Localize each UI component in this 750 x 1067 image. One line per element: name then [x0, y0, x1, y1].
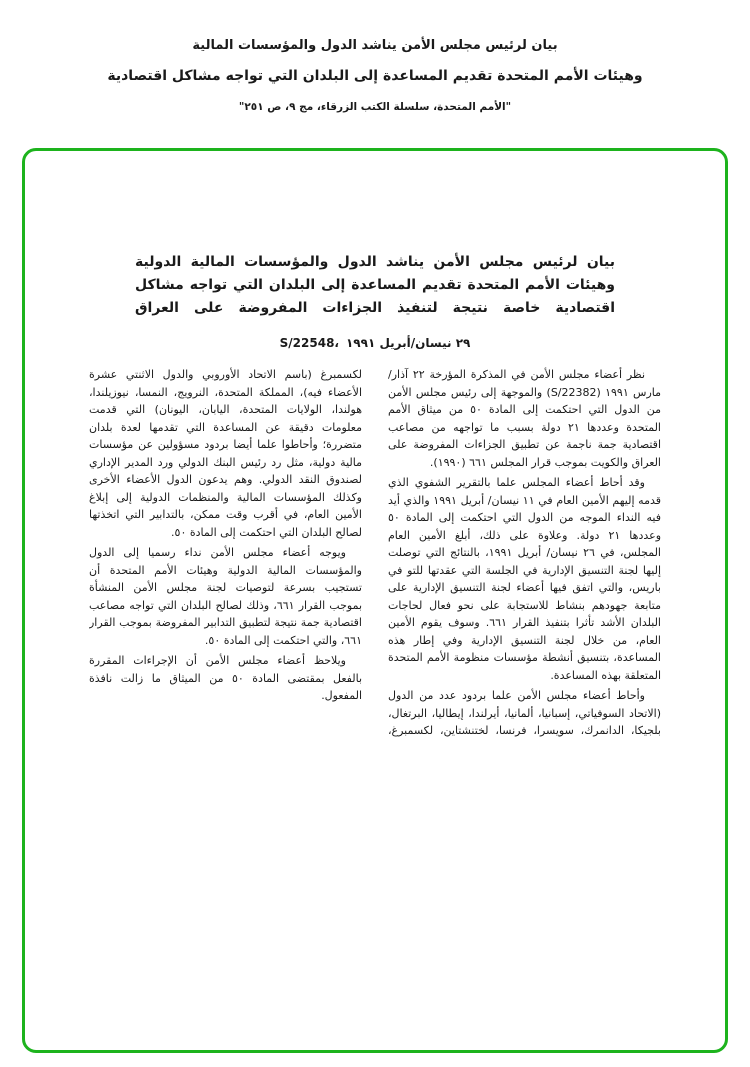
- header-title-line2: وهيئات الأمم المتحدة تقديم المساعدة إلى البلدان التي تواجه مشاكل اقتصادية: [107, 68, 643, 84]
- body-paragraph: وأحاط أعضاء مجلس الأمن علما بردود عدد من الدول (الاتحاد السوفياتي، إسبانيا، ألمانيا، أيرلندا، إيطاليا، البرتغال، بلجيكا، الدانمرك، سويسرا، فرنسا، لختنشتاين، لكسمبرغ، لكسمبرغ (باسم الاتحاد الأوروبي والدول الاثنتي عشرة الأعضاء فيه)، المملكة المتحدة، النرويج، النمسا، نيوزيلندا، هولندا، الولايات المتحدة، اليابان، اليونان) التي قدمت معلومات دقيقة عن المساعدة التي تقدمها لعدة بلدان متضررة؛ وأحاطوا علما أيضا بردود مسؤولين عن مؤسسات مالية دولية، مثل رد رئيس البنك الدولي ورد المدير الإداري لصندوق النقد الدولي. وهم يدعون الدول الأعضاء الأخرى وكذلك المؤسسات المالية والمنظمات الدولية إلى إبلاغ الأمين العام، في أقرب وقت ممكن، بالتدابير التي اتخذتها لصالح البلدان التي احتكمت إلى المادة ٥٠.: [89, 368, 661, 737]
- document-symbol: S/22548،: [279, 336, 339, 350]
- body-paragraph: ويلاحظ أعضاء مجلس الأمن أن الإجراءات المقررة بالفعل بمقتضى المادة ٥٠ من الميثاق ما زالت نافذة المفعول.: [89, 654, 363, 702]
- statement-title: بيان لرئيس مجلس الأمن يناشد الدول والمؤسسات المالية الدولية وهيئات الأمم المتحدة تقديم المساعدة إلى البلدان التي تواجه مشاكل اقتصادية خاصة نتيجة لتنفيذ الجزاءات المفروضة على العراق: [135, 254, 615, 316]
- body-paragraph: وقد أحاط أعضاء المجلس علما بالتقرير الشفوي الذي قدمه إليهم الأمين العام في ١١ نيسان/ أبريل ١٩٩١ والذي أيد فيه النداء الموجه من الدول التي احتكمت إلى المادة ٥٠ وعددها ٢١ دولة. وعلاوة على ذلك، أبلغ الأمين العام المجلس، في ٢٦ نيسان/ أبريل ١٩٩١، بالنتائج التي توصلت إليها لجنة التنسيق الإدارية في الجلسة التي عقدتها للتو في باريس، والتي اتفق فيها أعضاء لجنة التنسيق الإدارية على متابعة جهودهم بنشاط للاستجابة على نحو فعال لحاجات البلدان الأشد تأثرا بتنفيذ القرار ٦٦١. وسوف يقوم الأمين العام، من خلال لجنة التنسيق الإدارية وفي إطار هذه المساعدة، بتنسيق أنشطة مؤسسات منظومة الأمم المتحدة المتعلقة بهذه المساعدة.: [388, 476, 661, 682]
- body-paragraph: ويوجه أعضاء مجلس الأمن نداء رسميا إلى الدول والمؤسسات المالية الدولية وهيئات الأمم المتحدة أن تستجيب بسرعة لتوصيات لجنة مجلس الأمن المنشأة بموجب القرار ٦٦١، وذلك لصالح البلدان التي تواجه مصاعب اقتصادية جمة نتيجة لتطبيق التدابير المفروضة بموجب القرار ٦٦١، والتي احتكمت إلى المادة ٥٠.: [89, 546, 363, 647]
- statement-frame: [22, 148, 728, 1053]
- header-title-line1: بيان لرئيس مجلس الأمن يناشد الدول والمؤسسات المالية: [192, 38, 558, 53]
- statement-body-columns: [89, 366, 661, 754]
- page-header: [0, 0, 750, 113]
- statement-content: [25, 151, 725, 754]
- document-date: ٢٩ نيسان/أبريل ١٩٩١: [345, 336, 471, 350]
- header-source-citation: "الأمم المتحدة، سلسلة الكتب الزرقاء، مج ٩، ص ٢٥١": [238, 101, 512, 113]
- statement-reference-line: [89, 336, 661, 350]
- body-paragraph: نظر أعضاء مجلس الأمن في المذكرة المؤرخة ٢٢ آذار/ مارس ١٩٩١ (S/22382) والموجهة إلى رئيس مجلس الأمن من الدول التي احتكمت إلى المادة ٥٠ من ميثاق الأمم المتحدة وعددها ٢١ دولة بسبب ما تواجهه من مصاعب اقتصادية جمة ناجمة عن تطبيق الجزاءات المفروضة على العراق والكويت بموجب قرار المجلس ٦٦١ (١٩٩٠).: [388, 368, 661, 469]
